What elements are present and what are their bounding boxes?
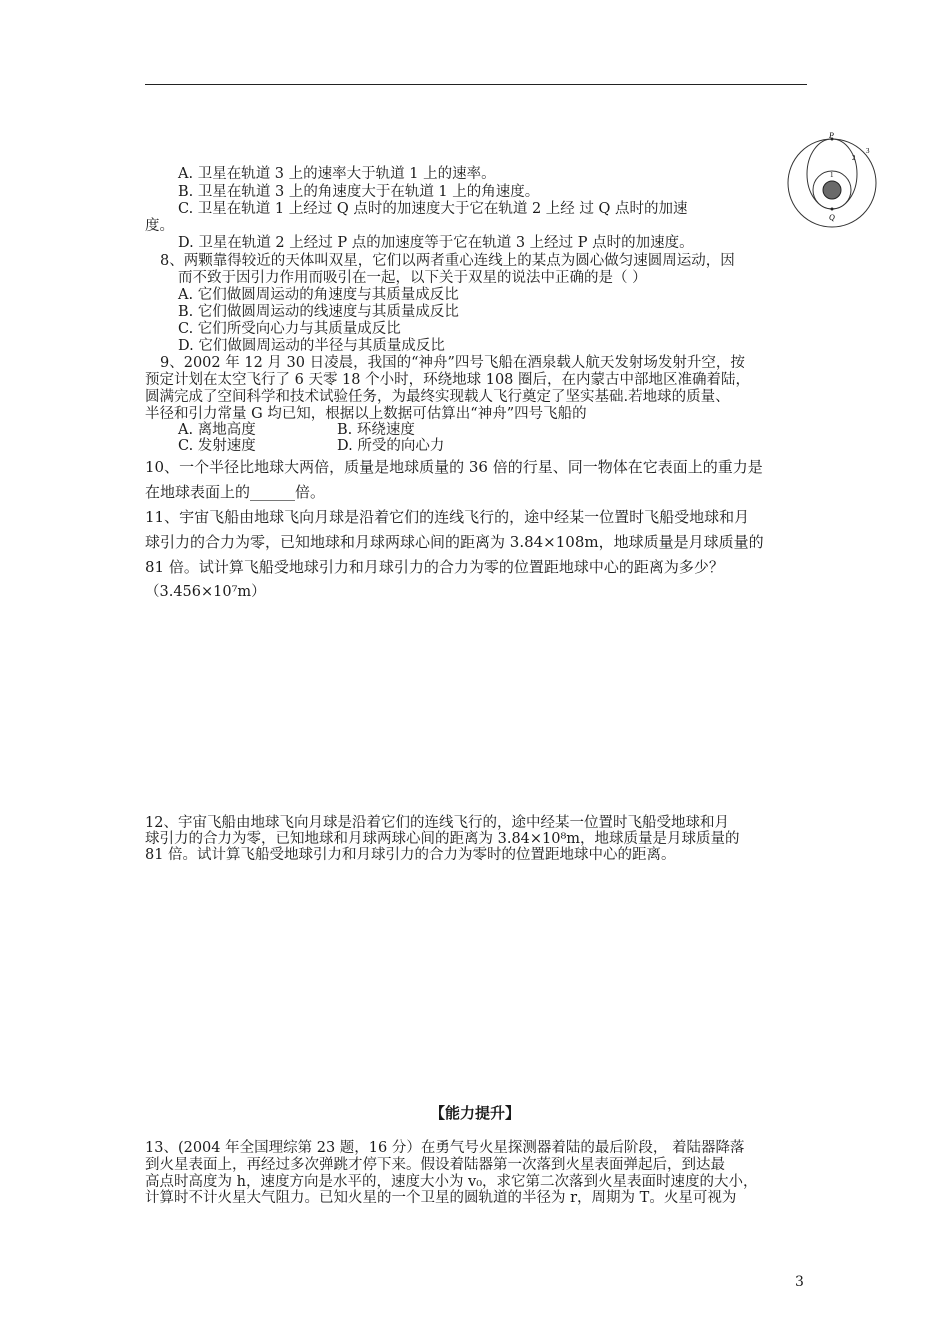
orbit-diagram bbox=[780, 130, 890, 230]
label-p: P bbox=[829, 131, 834, 140]
label-2: 2 bbox=[852, 154, 856, 162]
q8-stem-cont: 而不致于因引力作用而吸引在一起，以下关于双星的说法中正确的是（ ） bbox=[178, 270, 647, 286]
section-title: 【能力提升】 bbox=[429, 1104, 520, 1122]
q7-option-c: C. 卫星在轨道 1 上经过 Q 点时的加速度大于它在轨道 2 上经 过 Q 点时的加速 bbox=[178, 201, 688, 217]
q13-line-2: 到火星表面上，再经过多次弹跳才停下来。假设着陆器第一次落到火星表面弹起后，到达最 bbox=[145, 1157, 725, 1173]
q13-line-4: 计算时不计火星大气阻力。已知火星的一个卫星的圆轨道的半径为 r，周期为 T。火星可视为 bbox=[145, 1190, 737, 1206]
q7-option-a: A. 卫星在轨道 3 上的速率大于轨道 1 上的速率。 bbox=[178, 166, 496, 182]
q9-stem-4: 半径和引力常量 G 均已知，根据以上数据可估算出“神舟”四号飞船的 bbox=[145, 406, 587, 422]
planet bbox=[823, 181, 841, 199]
q9-option-b: B. 环绕速度 bbox=[337, 422, 415, 438]
point-q bbox=[831, 208, 834, 211]
q12-line-1: 12、宇宙飞船由地球飞向月球是沿着它们的连线飞行的，途中经某一位置时飞船受地球和月 bbox=[145, 815, 729, 831]
q12-line-2: 球引力的合力为零，已知地球和月球两球心间的距离为 3.84×10⁸m，地球质量是月球质量的 bbox=[145, 831, 740, 847]
label-1: 1 bbox=[830, 171, 834, 179]
q10-line-2: 在地球表面上的______倍。 bbox=[145, 483, 326, 501]
label-3: 3 bbox=[866, 147, 870, 155]
q11-line-2: 球引力的合力为零，已知地球和月球两球心间的距离为 3.84×108m，地球质量是月球质量的 bbox=[145, 533, 764, 551]
q9-stem-3: 圆满完成了空间科学和技术试验任务，为最终实现载人飞行奠定了坚实基础.若地球的质量、 bbox=[145, 389, 730, 405]
q9-option-c: C. 发射速度 bbox=[178, 438, 256, 454]
q11-answer: （3.456×10⁷m） bbox=[145, 584, 266, 600]
q7-option-c-cont: 度。 bbox=[145, 218, 174, 234]
label-q: Q bbox=[829, 213, 835, 222]
q13-line-3: 高点时高度为 h，速度方向是水平的，速度大小为 v₀，求它第二次落到火星表面时速度的大小， bbox=[145, 1174, 758, 1190]
q8-option-a: A. 它们做圆周运动的角速度与其质量成反比 bbox=[178, 287, 459, 303]
q11-line-1: 11、宇宙飞船由地球飞向月球是沿着它们的连线飞行的，途中经某一位置时飞船受地球和月 bbox=[145, 508, 750, 526]
q8-option-c: C. 它们所受向心力与其质量成反比 bbox=[178, 321, 401, 337]
q11-line-3: 81 倍。试计算飞船受地球引力和月球引力的合力为零的位置距地球中心的距离为多少？ bbox=[145, 558, 724, 576]
header-rule bbox=[145, 84, 807, 85]
q9-option-a: A. 离地高度 bbox=[178, 422, 256, 438]
q8-option-d: D. 它们做圆周运动的半径与其质量成反比 bbox=[178, 338, 445, 354]
page-number: 3 bbox=[795, 1274, 804, 1290]
q8-option-b: B. 它们做圆周运动的线速度与其质量成反比 bbox=[178, 304, 459, 320]
q8-stem: 8、两颗靠得较近的天体叫双星，它们以两者重心连线上的某点为圆心做匀速圆周运动，因 bbox=[160, 253, 735, 269]
q12-line-3: 81 倍。试计算飞船受地球引力和月球引力的合力为零时的位置距地球中心的距离。 bbox=[145, 847, 676, 863]
q7-option-d: D. 卫星在轨道 2 上经过 P 点的加速度等于它在轨道 3 上经过 P 点时的加速度。 bbox=[178, 235, 694, 251]
q13-line-1: 13、(2004 年全国理综第 23 题，16 分）在勇气号火星探测器着陆的最后阶段， 着陆器降落 bbox=[145, 1140, 745, 1156]
q7-option-b: B. 卫星在轨道 3 上的角速度大于在轨道 1 上的角速度。 bbox=[178, 184, 540, 200]
q9-stem-2: 预定计划在太空飞行了 6 天零 18 个小时，环绕地球 108 圈后，在内蒙古中部地区准确着陆， bbox=[145, 372, 751, 388]
q9-stem: 9、2002 年 12 月 30 日凌晨，我国的“神舟”四号飞船在酒泉载人航天发射场发射升空，按 bbox=[160, 355, 745, 371]
q10-line-1: 10、一个半径比地球大两倍，质量是地球质量的 36 倍的行星、同一物体在它表面上的重力是 bbox=[145, 458, 763, 476]
q9-option-d: D. 所受的向心力 bbox=[337, 438, 445, 454]
